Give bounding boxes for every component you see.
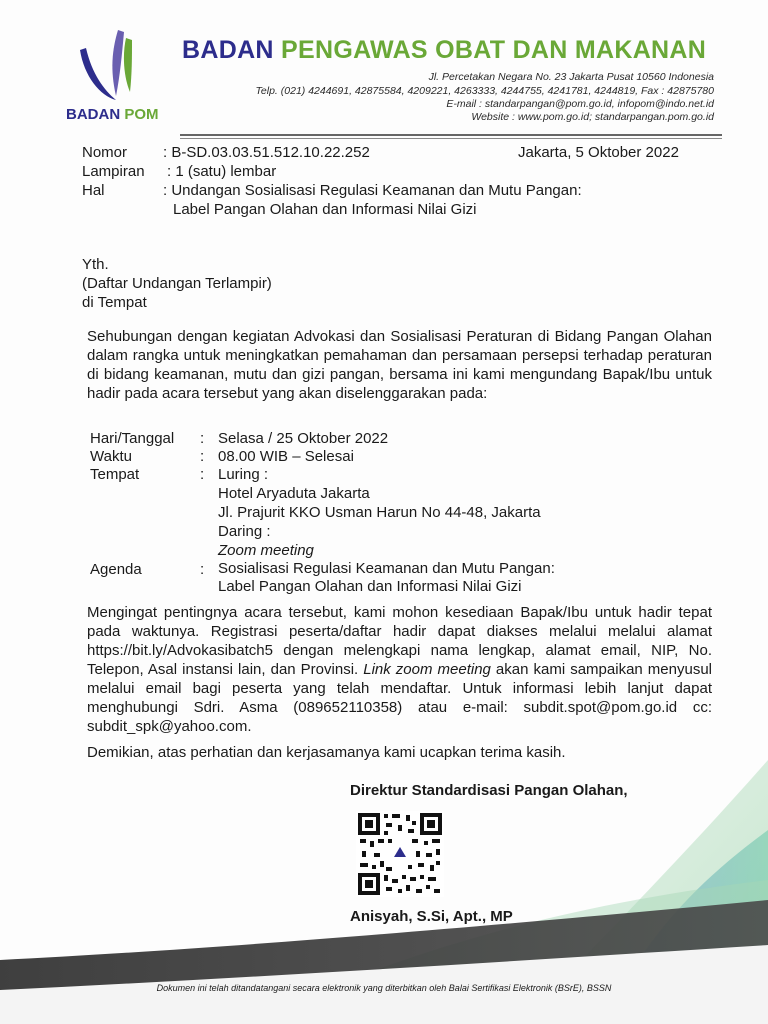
nomor-value: : B-SD.03.03.51.512.10.22.252 bbox=[163, 144, 370, 161]
agenda-value-line1: Sosialisasi Regulasi Keamanan dan Mutu Pangan: bbox=[218, 560, 555, 577]
detail-colon: : bbox=[200, 561, 205, 578]
letterhead-divider bbox=[180, 134, 722, 136]
agenda-label: Agenda bbox=[90, 561, 142, 578]
recipient-name: (Daftar Undangan Terlampir) bbox=[82, 275, 272, 292]
tempat-luring: Luring : bbox=[218, 466, 269, 483]
intro-paragraph: Sehubungan dengan kegiatan Advokasi dan Sosialisasi Peraturan di Bidang Pangan Olahan dalam rangka untuk meningkatkan pemahaman dan persamaan persepsi terhadap peraturan di bidang keamanan, mutu dan gizi pangan, bersama ini kami mengundang Bapak/Ibu untuk hadir pada acara tersebut yang akan diselenggarakan pada: bbox=[87, 328, 712, 402]
qr-code-icon bbox=[356, 811, 444, 897]
signatory-name: Anisyah, S.Si, Apt., MP bbox=[350, 908, 513, 925]
waktu-label: Waktu bbox=[90, 448, 132, 465]
badan-pom-logo-icon bbox=[74, 26, 146, 106]
recipient-location: di Tempat bbox=[82, 294, 147, 311]
tempat-daring: Daring : bbox=[218, 523, 271, 540]
tempat-zoom: Zoom meeting bbox=[218, 542, 314, 559]
closing-sentence: Demikian, atas perhatian dan kerjasamanya kami ucapkan terima kasih. bbox=[87, 744, 566, 761]
organization-name: BADAN PENGAWAS OBAT DAN MAKANAN bbox=[182, 36, 707, 64]
signatory-title: Direktur Standardisasi Pangan Olahan, bbox=[350, 782, 628, 799]
detail-colon: : bbox=[200, 430, 205, 447]
hari-label: Hari/Tanggal bbox=[90, 430, 175, 447]
nomor-label: Nomor bbox=[82, 144, 128, 161]
hari-value: Selasa / 25 Oktober 2022 bbox=[218, 430, 389, 447]
registration-paragraph: Mengingat pentingnya acara tersebut, kami mohon kesediaan Bapak/Ibu untuk hadir tepat pada waktunya. Registrasi peserta/daftar hadir dapat diakses melalui melalui alamat https://bit.ly/Advokasibatch5 dengan melengkapi nama lengkap, alamat email, NIP, No. Telepon, Asal instansi lain, dan Provinsi. Link zoom meeting akan kami sampaikan menyusul melalui email bagi peserta yang telah mendaftar. Untuk informasi lebih lanjut dapat menghubungi Sdri. Asma (089652110358) atau e-mail: subdit.spot@pom.go.id cc: subdit_spk@yahoo.com. bbox=[87, 604, 712, 735]
tempat-label: Tempat bbox=[90, 466, 140, 483]
waktu-value: 08.00 WIB – Selesai bbox=[218, 448, 354, 465]
phone-line: Telp. (021) 4244691, 42875584, 4209221, 4263333, 4244755, 4241781, 4244819, Fax : 42875780 bbox=[255, 85, 714, 97]
email-line: E-mail : standarpangan@pom.go.id, infopom@indo.net.id bbox=[446, 98, 714, 110]
place-date: Jakarta, 5 Oktober 2022 bbox=[518, 144, 679, 161]
recipient-salutation: Yth. bbox=[82, 256, 109, 273]
e-signature-footer-note: Dokumen ini telah ditandatangani secara elektronik yang diterbitkan oleh Balai Sertifikasi Elektronik (BSrE), BSSN bbox=[156, 983, 612, 993]
agenda-value-line2: Label Pangan Olahan dan Informasi Nilai Gizi bbox=[218, 578, 522, 595]
tempat-hotel: Hotel Aryaduta Jakarta bbox=[218, 485, 370, 502]
detail-colon: : bbox=[200, 448, 205, 465]
lampiran-value: : 1 (satu) lembar bbox=[167, 163, 277, 180]
address-line: Jl. Percetakan Negara No. 23 Jakarta Pusat 10560 Indonesia bbox=[428, 71, 714, 83]
lampiran-label: Lampiran bbox=[82, 163, 145, 180]
logo-text: BADAN POM bbox=[66, 106, 159, 123]
hal-label: Hal bbox=[82, 182, 105, 199]
letterhead-divider-thin bbox=[180, 138, 722, 139]
tempat-address: Jl. Prajurit KKO Usman Harun No 44-48, Jakarta bbox=[218, 504, 541, 521]
hal-value-line1: : Undangan Sosialisasi Regulasi Keamanan dan Mutu Pangan: bbox=[163, 182, 582, 199]
website-line: Website : www.pom.go.id; standarpangan.pom.go.id bbox=[471, 111, 714, 123]
detail-colon: : bbox=[200, 466, 205, 483]
hal-value-line2: Label Pangan Olahan dan Informasi Nilai Gizi bbox=[173, 201, 477, 218]
